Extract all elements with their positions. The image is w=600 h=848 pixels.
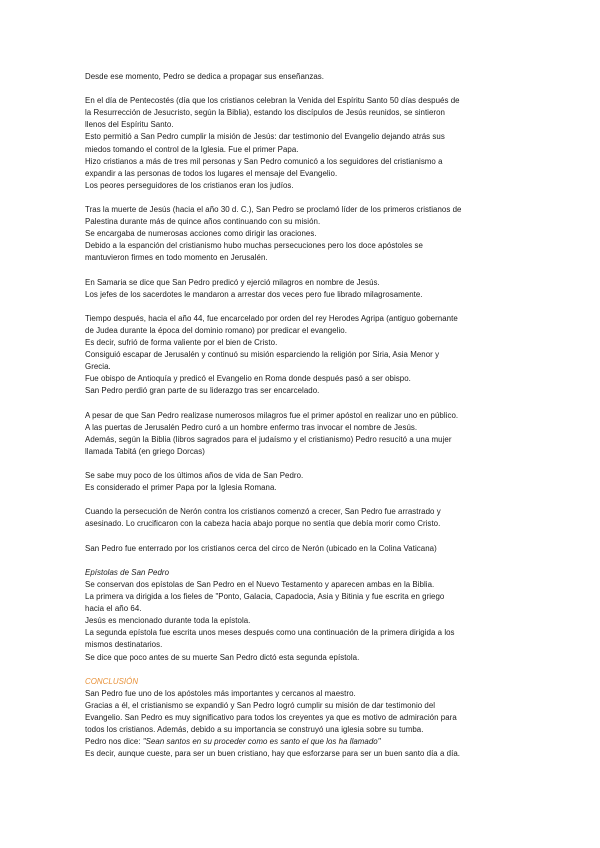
text-line: Se encargaba de numerosas acciones como dirigir las oraciones. <box>85 229 317 239</box>
section-heading-conclusion: CONCLUSIÓN <box>85 676 139 686</box>
text-line: todos los cristianos. Además, debido a su importancia se construyó una iglesia sobre su tumba. <box>85 725 424 735</box>
text-line: Se sabe muy poco de los últimos años de vida de San Pedro. <box>85 471 304 481</box>
text-line: Los jefes de los sacerdotes le mandaron a arrestar dos veces pero fue librado milagrosamente. <box>85 289 423 299</box>
text-line: San Pedro fue enterrado por los cristianos cerca del circo de Nerón (ubicado en la Colina Vaticana) <box>85 543 437 553</box>
text-line: Esto permitió a San Pedro cumplir la misión de Jesús: dar testimonio del Evangelio dejando atrás sus <box>85 132 445 142</box>
text-line: Palestina durante más de quince años continuando con su misión. <box>85 217 321 227</box>
text-line: Los peores perseguidores de los cristianos eran los judíos. <box>85 180 294 190</box>
text-line: llamada Tabitá (en griego Dorcas) <box>85 446 205 456</box>
text-line: Desde ese momento, Pedro se dedica a propagar sus enseñanzas. <box>85 72 325 81</box>
text-line: llenos del Espíritu Santo. <box>85 120 174 130</box>
quote-prefix: Pedro nos dice: <box>85 737 143 747</box>
text-line: Cuando la persecución de Nerón contra los cristianos comenzó a crecer, San Pedro fue arrastrado y <box>85 507 441 517</box>
text-line: mismos destinatarios. <box>85 640 163 650</box>
text-line: Tras la muerte de Jesús (hacia el año 30 d. C.), San Pedro se proclamó líder de los primeros cristianos de <box>85 205 462 215</box>
text-line: Jesús es mencionado durante toda la epístola. <box>85 616 251 626</box>
text-line: miedos tomando el control de la Iglesia. Fue el primer Papa. <box>85 144 299 154</box>
text-line: Fue obispo de Antioquía y predicó el Evangelio en Roma donde después pasó a ser obispo. <box>85 374 411 384</box>
text-line: Tiempo después, hacia el año 44, fue encarcelado por orden del rey Herodes Agripa (antiguo gobernante <box>85 313 458 323</box>
text-line: A pesar de que San Pedro realizase numerosos milagros fue el primer apóstol en realizar uno en público. <box>85 410 459 420</box>
text-line: Gracias a él, el cristianismo se expandió y San Pedro logró cumplir su misión de dar testimonio del <box>85 700 436 710</box>
text-line: de Judea durante la época del dominio romano) por predicar el evangelio. <box>85 325 347 335</box>
text-line: Se conservan dos epístolas de San Pedro en el Nuevo Testamento y aparecen ambas en la Biblia. <box>85 579 435 589</box>
text-line: Hizo cristianos a más de tres mil personas y San Pedro comunicó a los seguidores del cristianismo a <box>85 156 443 166</box>
text-line: En Samaria se dice que San Pedro predicó y ejerció milagros en nombre de Jesús. <box>85 277 380 287</box>
text-line: Grecia. <box>85 362 111 372</box>
text-line: Debido a la espanción del cristianismo hubo muchas persecuciones pero los doce apóstoles se <box>85 241 423 251</box>
text-line: hacia el año 64. <box>85 604 142 614</box>
text-line: San Pedro perdió gran parte de su liderazgo tras ser encarcelado. <box>85 386 320 396</box>
text-line: Además, según la Biblia (libros sagrados para el judaísmo y el cristianismo) Pedro resucitó a una mujer <box>85 434 452 444</box>
text-line: Es considerado el primer Papa por la Iglesia Romana. <box>85 483 277 493</box>
quote-line <box>85 736 515 748</box>
text-line: la Resurrección de Jesucristo, según la Biblia), estando los discípulos de Jesús reunidos, se sintieron <box>85 108 445 118</box>
text-line: San Pedro fue uno de los apóstoles más importantes y cercanos al maestro. <box>85 688 356 698</box>
text-line: La primera va dirigida a los fieles de "Ponto, Galacia, Capadocia, Asia y Bitinia y fue escrita en griego <box>85 592 445 602</box>
text-line: Es decir, sufrió de forma valiente por el bien de Cristo. <box>85 338 278 348</box>
document-body <box>85 71 515 760</box>
text-line: Es decir, aunque cueste, para ser un buen cristiano, hay que esforzarse para ser un buen santo día a día. <box>85 749 461 759</box>
text-line: Consiguió escapar de Jerusalén y continuó su misión esparciendo la religión por Siria, Asia Menor y <box>85 350 440 360</box>
text-line: La segunda epístola fue escrita unos meses después como una continuación de la primera dirigida a los <box>85 628 455 638</box>
text-line: expandir a las personas de todos los lugares el mensaje del Evangelio. <box>85 168 338 178</box>
quote-text: "Sean santos en su proceder como es santo el que los ha llamado" <box>142 737 381 747</box>
text-line: A las puertas de Jerusalén Pedro curó a un hombre enfermo tras invocar el nombre de Jesús. <box>85 422 418 432</box>
section-heading-epistolas: Epístolas de San Pedro <box>85 567 170 577</box>
text-line: asesinado. Lo crucificaron con la cabeza hacia abajo porque no sentía que debía morir como Cristo. <box>85 519 441 529</box>
text-line: Se dice que poco antes de su muerte San Pedro dictó esta segunda epístola. <box>85 652 360 662</box>
text-line: En el día de Pentecostés (día que los cristianos celebran la Venida del Espíritu Santo 50 días después de <box>85 96 460 106</box>
text-line: Evangelio. San Pedro es muy significativo para todos los creyentes ya que es motivo de admiración para <box>85 712 457 722</box>
text-line: mantuvieron firmes en todo momento en Jerusalén. <box>85 253 268 263</box>
